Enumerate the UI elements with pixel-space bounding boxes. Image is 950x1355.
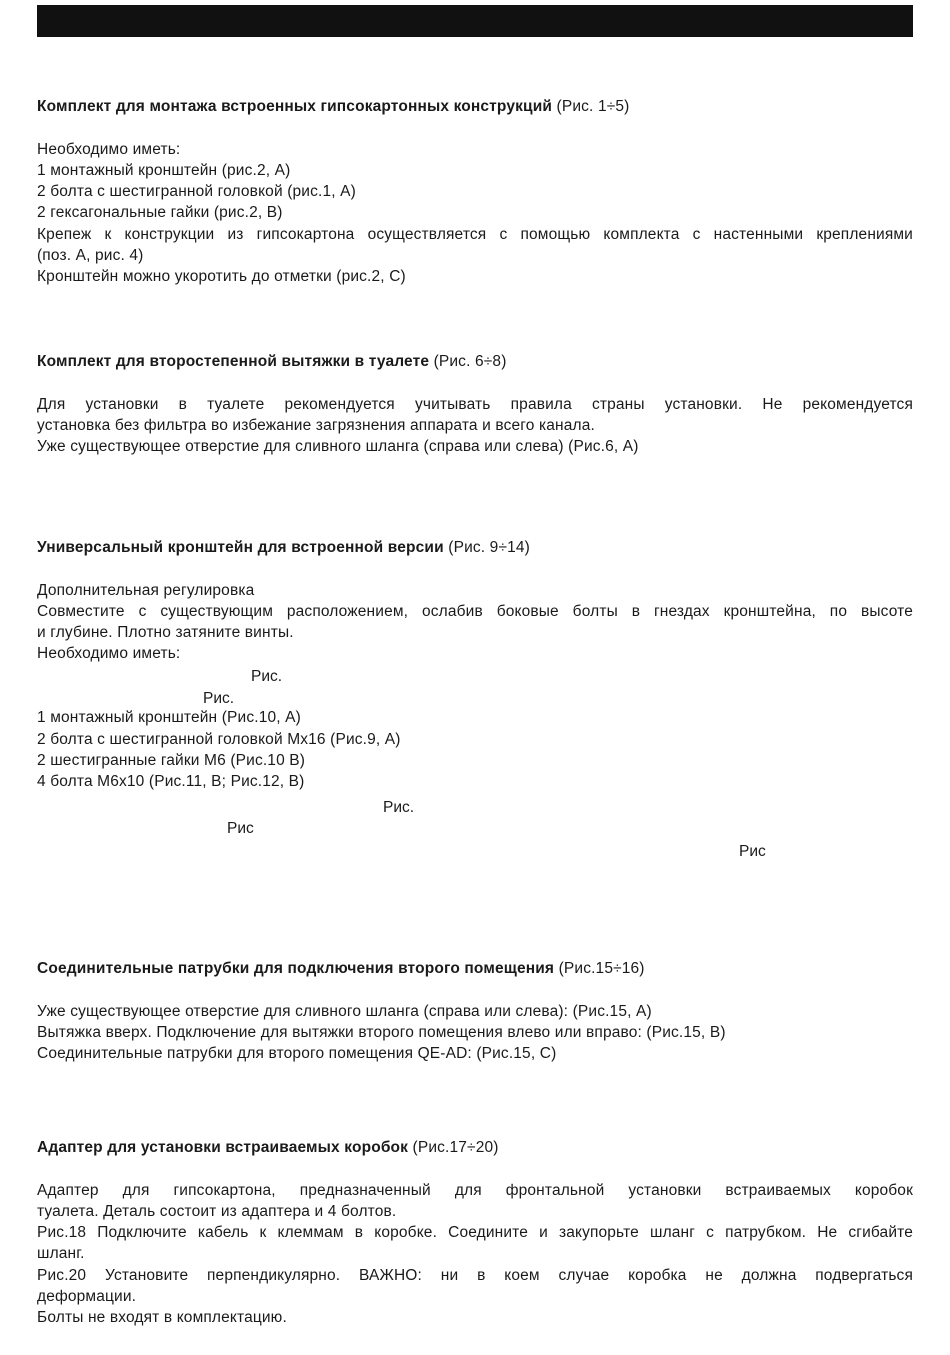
text-line: Для установки в туалете рекомендуется учитывать правила страны установки. Не рекомендуется [37, 395, 913, 413]
text-line: 2 гексагональные гайки (рис.2, B) [37, 204, 283, 222]
text-line: Крепеж к конструкции из гипсокартона осуществляется с помощью комплекта с настенными креплениями [37, 225, 913, 243]
section-title: Адаптер для установки встраиваемых коробок (Рис.17÷20) [37, 1139, 499, 1156]
text-line: Уже существующее отверстие для сливного шланга (справа или слева) (Рис.6, A) [37, 438, 639, 456]
section-drywall-kit [37, 96, 913, 288]
figure-ref: Рис. [251, 668, 283, 685]
text-line: туалета. Деталь состоит из адаптера и 4 болтов. [37, 1202, 397, 1220]
text-line: Рис.18 Подключите кабель к клеммам в коробке. Соедините и закупорьте шланг с патрубком. Не сгибайте [37, 1224, 913, 1242]
section-box-adapter [37, 1137, 913, 1329]
section-universal-bracket [37, 537, 913, 793]
text-line: 2 болта с шестигранной головкой Mx16 (Рис.9, A) [37, 730, 401, 748]
text-line: Необходимо иметь: [37, 645, 181, 663]
text-line: 1 монтажный кронштейн (рис.2, A) [37, 161, 291, 179]
text-line: шланг. [37, 1245, 85, 1263]
figure-ref: Рис. [203, 690, 235, 707]
text-line: Болты не входят в комплектацию. [37, 1309, 287, 1327]
text-line: 4 болта M6x10 (Рис.11, B; Рис.12, B) [37, 773, 305, 791]
text-line: деформации. [37, 1288, 137, 1306]
section-title: Универсальный кронштейн для встроенной версии (Рис. 9÷14) [37, 539, 530, 556]
section-title: Соединительные патрубки для подключения второго помещения (Рис.15÷16) [37, 960, 645, 977]
section-toilet-extraction-kit [37, 351, 913, 457]
text-line: Необходимо иметь: [37, 140, 181, 158]
text-line: Кронштейн можно укоротить до отметки (рис.2, C) [37, 268, 406, 286]
text-line: 2 шестигранные гайки M6 (Рис.10 B) [37, 751, 306, 769]
figure-ref: Рис. [383, 799, 415, 816]
text-line: Совместите с существующим расположением, ослабив боковые болты в гнездах кронштейна, по высоте [37, 602, 913, 620]
section-connection-pipes [37, 958, 913, 1064]
text-line: Дополнительная регулировка [37, 581, 255, 599]
figure-ref: Рис [227, 820, 254, 837]
section-title: Комплект для второстепенной вытяжки в туалете (Рис. 6÷8) [37, 353, 507, 370]
header-bar [37, 5, 913, 37]
text-line: Соединительные патрубки для второго помещения QE-AD: (Рис.15, C) [37, 1045, 557, 1063]
text-line: Рис.20 Установите перпендикулярно. ВАЖНО: ни в коем случае коробка не должна подвергаться [37, 1266, 913, 1284]
text-line: Вытяжка вверх. Подключение для вытяжки второго помещения влево или вправо: (Рис.15, B) [37, 1023, 726, 1041]
text-line: установка без фильтра во избежание загрязнения аппарата и всего канала. [37, 416, 595, 434]
text-line: Адаптер для гипсокартона, предназначенный для фронтальной установки встраиваемых коробок [37, 1181, 913, 1199]
figure-ref: Рис [739, 843, 766, 860]
text-line: 2 болта с шестигранной головкой (рис.1, A) [37, 183, 356, 201]
text-line: 1 монтажный кронштейн (Рис.10, A) [37, 709, 301, 727]
section-title: Комплект для монтажа встроенных гипсокартонных конструкций (Рис. 1÷5) [37, 98, 630, 115]
text-line: и глубине. Плотно затяните винты. [37, 624, 294, 642]
text-line: (поз. A, рис. 4) [37, 247, 144, 265]
text-line: Уже существующее отверстие для сливного шланга (справа или слева): (Рис.15, A) [37, 1002, 652, 1020]
